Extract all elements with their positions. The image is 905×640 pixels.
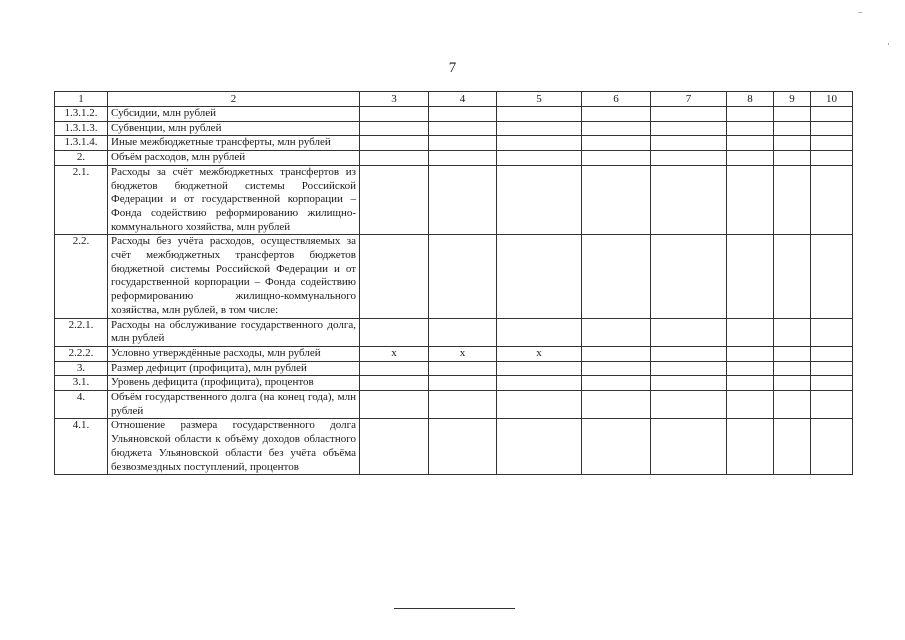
value-cell <box>582 419 651 475</box>
value-cell <box>429 121 497 136</box>
value-cell <box>774 107 811 122</box>
value-cell <box>582 391 651 419</box>
value-cell <box>727 318 774 346</box>
value-cell <box>497 165 582 235</box>
budget-indicators-table <box>54 91 853 475</box>
value-cell <box>429 376 497 391</box>
indicator-description-cell: Субвенции, млн рублей <box>108 121 360 136</box>
indicator-description-cell: Расходы за счёт межбюджетных трансфертов из бюджетов бюджетной системы Российской Федерации и от государственной корпорации – Фонда содействию реформированию жилищно-коммунального хозяйства, млн рублей <box>108 165 360 235</box>
value-cell <box>582 107 651 122</box>
row-number-cell: 2.1. <box>55 165 108 235</box>
indicator-description-cell: Субсидии, млн рублей <box>108 107 360 122</box>
row-number-cell: 2.2.1. <box>55 318 108 346</box>
table-row <box>55 107 853 122</box>
value-cell <box>727 136 774 151</box>
value-cell <box>651 361 727 376</box>
value-cell <box>774 151 811 166</box>
value-cell <box>497 391 582 419</box>
indicator-description-cell: Отношение размера государственного долга Ульяновской области к объёму доходов областного бюджета Ульяновской области без учёта объёма безвозмездных поступлений, процентов <box>108 419 360 475</box>
indicator-description-cell: Объём расходов, млн рублей <box>108 151 360 166</box>
value-cell <box>429 107 497 122</box>
value-cell <box>811 121 853 136</box>
value-cell <box>811 318 853 346</box>
value-cell <box>429 318 497 346</box>
value-cell <box>727 419 774 475</box>
value-cell <box>727 165 774 235</box>
value-cell <box>429 391 497 419</box>
value-cell <box>811 165 853 235</box>
value-cell <box>497 235 582 318</box>
value-cell <box>497 361 582 376</box>
value-cell <box>429 235 497 318</box>
value-cell <box>497 136 582 151</box>
row-number-cell: 2. <box>55 151 108 166</box>
value-cell <box>774 419 811 475</box>
value-cell <box>774 136 811 151</box>
table-row <box>55 121 853 136</box>
value-cell <box>727 107 774 122</box>
table-row <box>55 419 853 475</box>
value-cell <box>429 361 497 376</box>
value-cell <box>360 419 429 475</box>
indicator-description-cell: Расходы без учёта расходов, осуществляемых за счёт межбюджетных трансфертов бюджетов бюджетной системы Российской Федерации и от государственной корпорации – Фонда содействию реформированию жилищно-коммунального хозяйства, млн рублей, в том числе: <box>108 235 360 318</box>
value-cell <box>811 361 853 376</box>
row-number-cell: 2.2. <box>55 235 108 318</box>
value-cell <box>774 318 811 346</box>
table-row <box>55 391 853 419</box>
indicator-description-cell: Объём государственного долга (на конец года), млн рублей <box>108 391 360 419</box>
value-cell <box>811 107 853 122</box>
table-row <box>55 361 853 376</box>
value-cell <box>651 376 727 391</box>
value-cell <box>811 419 853 475</box>
value-cell <box>811 151 853 166</box>
table-row <box>55 151 853 166</box>
row-number-cell: 2.2.2. <box>55 346 108 361</box>
value-cell <box>497 419 582 475</box>
value-cell: x <box>360 346 429 361</box>
indicator-description-cell: Расходы на обслуживание государственного долга, млн рублей <box>108 318 360 346</box>
value-cell <box>727 151 774 166</box>
value-cell <box>651 419 727 475</box>
column-header: 2 <box>108 92 360 107</box>
value-cell <box>429 419 497 475</box>
row-number-cell: 3. <box>55 361 108 376</box>
value-cell <box>651 121 727 136</box>
value-cell <box>774 235 811 318</box>
row-number-cell: 1.3.1.4. <box>55 136 108 151</box>
indicator-description-cell: Иные межбюджетные трансферты, млн рублей <box>108 136 360 151</box>
value-cell <box>582 136 651 151</box>
value-cell <box>497 121 582 136</box>
table-row <box>55 235 853 318</box>
column-header: 9 <box>774 92 811 107</box>
column-header: 8 <box>727 92 774 107</box>
indicator-description-cell: Размер дефицит (профицита), млн рублей <box>108 361 360 376</box>
value-cell <box>429 165 497 235</box>
scan-mark: ⁻ <box>858 10 863 20</box>
page-number: 7 <box>448 60 457 76</box>
row-number-cell: 4. <box>55 391 108 419</box>
row-number-cell: 3.1. <box>55 376 108 391</box>
footer-rule <box>394 608 515 609</box>
column-header: 4 <box>429 92 497 107</box>
value-cell <box>582 346 651 361</box>
value-cell <box>811 235 853 318</box>
value-cell <box>651 235 727 318</box>
column-header: 10 <box>811 92 853 107</box>
value-cell <box>727 121 774 136</box>
value-cell <box>360 361 429 376</box>
indicator-description-cell: Условно утверждённые расходы, млн рублей <box>108 346 360 361</box>
value-cell <box>651 391 727 419</box>
row-number-cell: 1.3.1.2. <box>55 107 108 122</box>
table-body <box>55 107 853 475</box>
value-cell <box>582 376 651 391</box>
value-cell <box>727 361 774 376</box>
value-cell <box>811 346 853 361</box>
value-cell <box>811 136 853 151</box>
value-cell <box>360 165 429 235</box>
value-cell <box>360 376 429 391</box>
value-cell <box>774 376 811 391</box>
value-cell <box>651 318 727 346</box>
value-cell <box>429 151 497 166</box>
column-header: 5 <box>497 92 582 107</box>
value-cell <box>774 346 811 361</box>
value-cell <box>774 165 811 235</box>
value-cell <box>651 165 727 235</box>
value-cell <box>582 151 651 166</box>
row-number-cell: 4.1. <box>55 419 108 475</box>
value-cell: x <box>497 346 582 361</box>
value-cell <box>774 391 811 419</box>
value-cell <box>651 136 727 151</box>
table-row <box>55 376 853 391</box>
value-cell <box>497 151 582 166</box>
table-row <box>55 318 853 346</box>
column-header: 6 <box>582 92 651 107</box>
value-cell <box>497 318 582 346</box>
value-cell <box>360 391 429 419</box>
value-cell <box>811 376 853 391</box>
indicator-description-cell: Уровень дефицита (профицита), процентов <box>108 376 360 391</box>
row-number-cell: 1.3.1.3. <box>55 121 108 136</box>
column-header: 3 <box>360 92 429 107</box>
value-cell <box>497 107 582 122</box>
value-cell <box>360 121 429 136</box>
value-cell <box>774 121 811 136</box>
value-cell: x <box>429 346 497 361</box>
table-row <box>55 136 853 151</box>
value-cell <box>727 391 774 419</box>
value-cell <box>651 346 727 361</box>
value-cell <box>429 136 497 151</box>
value-cell <box>582 318 651 346</box>
value-cell <box>497 376 582 391</box>
value-cell <box>582 121 651 136</box>
value-cell <box>360 107 429 122</box>
table-row <box>55 165 853 235</box>
value-cell <box>811 391 853 419</box>
value-cell <box>360 151 429 166</box>
value-cell <box>774 361 811 376</box>
value-cell <box>727 376 774 391</box>
value-cell <box>727 235 774 318</box>
column-header: 1 <box>55 92 108 107</box>
value-cell <box>727 346 774 361</box>
value-cell <box>651 107 727 122</box>
value-cell <box>360 318 429 346</box>
column-header: 7 <box>651 92 727 107</box>
value-cell <box>360 235 429 318</box>
table-row <box>55 346 853 361</box>
value-cell <box>582 165 651 235</box>
value-cell <box>651 151 727 166</box>
value-cell <box>582 361 651 376</box>
scan-mark: · <box>887 40 890 50</box>
table-header-row <box>55 92 853 107</box>
value-cell <box>360 136 429 151</box>
value-cell <box>582 235 651 318</box>
